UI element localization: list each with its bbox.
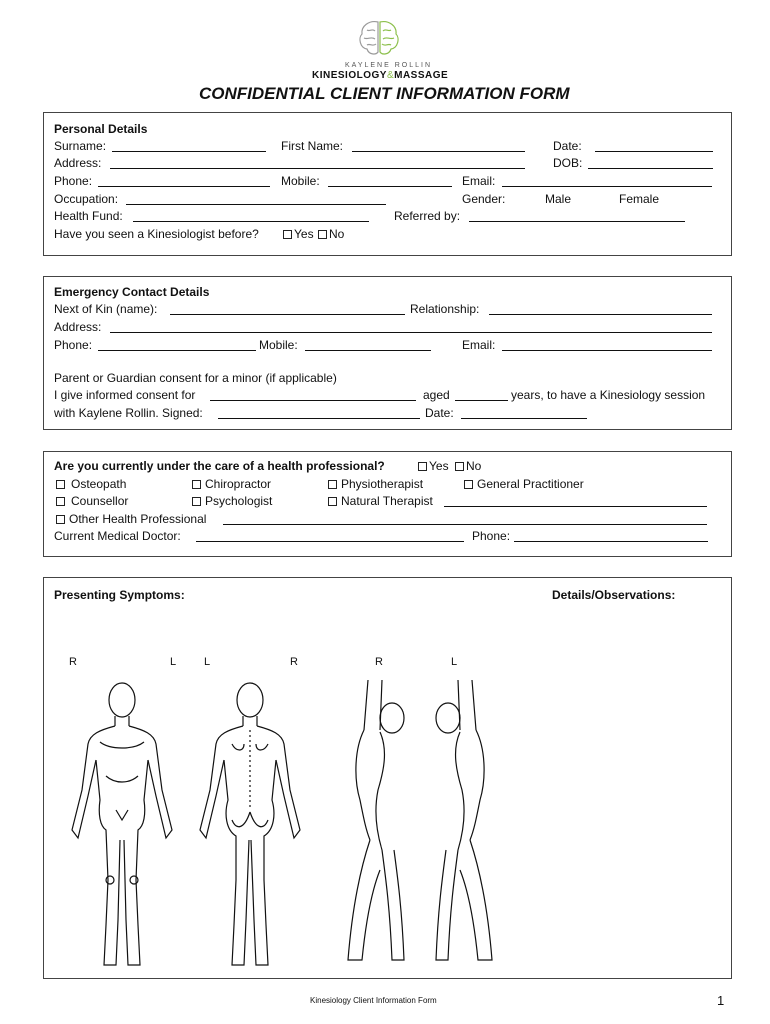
- date-label: Date:: [553, 139, 582, 153]
- first-name-label: First Name:: [281, 139, 344, 153]
- consent-heading: Parent or Guardian consent for a minor (if applicable): [54, 371, 337, 385]
- brand-name: [312, 70, 448, 81]
- footer-text: Kinesiology Client Information Form: [310, 996, 437, 1005]
- gender-label: Gender:: [462, 192, 506, 206]
- gp-checkbox[interactable]: [464, 480, 473, 489]
- brand-amp: &: [386, 70, 395, 81]
- health-fund-field[interactable]: [133, 210, 369, 222]
- details-observations-heading: Details/Observations:: [552, 588, 676, 602]
- first-name-field[interactable]: [352, 140, 525, 152]
- email-field[interactable]: [502, 175, 712, 187]
- hp-yes-checkbox[interactable]: [418, 462, 427, 471]
- side-label-side-right: R: [375, 656, 383, 668]
- doctor-phone-field[interactable]: [514, 530, 708, 542]
- surname-label: Surname:: [54, 139, 107, 153]
- brand-right: MASSAGE: [394, 70, 449, 81]
- email-label: Email:: [462, 174, 496, 188]
- seen-no-label: No: [329, 227, 345, 241]
- emergency-address-label: Address:: [54, 320, 102, 334]
- seen-yes-checkbox[interactable]: [283, 230, 292, 239]
- hp-no-checkbox[interactable]: [455, 462, 464, 471]
- aged-field[interactable]: [455, 389, 508, 401]
- body-right-side-figure[interactable]: [330, 670, 420, 970]
- side-label-front-right: R: [69, 656, 77, 668]
- address-label: Address:: [54, 156, 102, 170]
- consent-date-field[interactable]: [461, 407, 587, 419]
- natural-therapist-field[interactable]: [444, 495, 707, 507]
- side-label-front-left: L: [170, 656, 177, 668]
- health-fund-label: Health Fund:: [54, 209, 123, 223]
- seen-no-checkbox[interactable]: [318, 230, 327, 239]
- date-field[interactable]: [595, 140, 713, 152]
- psychologist-checkbox[interactable]: [192, 497, 201, 506]
- presenting-symptoms-heading: Presenting Symptoms:: [54, 588, 185, 602]
- natural-therapist-checkbox[interactable]: [328, 497, 337, 506]
- consent-minor-name-field[interactable]: [210, 389, 416, 401]
- mobile-field[interactable]: [328, 175, 452, 187]
- dob-label: DOB:: [553, 156, 583, 170]
- gender-female[interactable]: Female: [619, 192, 660, 206]
- osteopath-label: Osteopath: [71, 477, 127, 491]
- aged-label: aged: [423, 388, 450, 402]
- emergency-contact-heading: Emergency Contact Details: [54, 285, 210, 299]
- seen-kinesiologist-question: Have you seen a Kinesiologist before?: [54, 227, 259, 241]
- occupation-label: Occupation:: [54, 192, 119, 206]
- body-back-figure[interactable]: [188, 680, 313, 970]
- emergency-mobile-label: Mobile:: [259, 338, 298, 352]
- relationship-label: Relationship:: [410, 302, 480, 316]
- side-label-back-right: R: [290, 656, 298, 668]
- brand-left: KINESIOLOGY: [312, 70, 387, 81]
- phone-label: Phone:: [54, 174, 93, 188]
- chiropractor-checkbox[interactable]: [192, 480, 201, 489]
- doctor-phone-label: Phone:: [472, 529, 511, 543]
- consent-prefix: I give informed consent for: [54, 388, 196, 402]
- other-hp-checkbox[interactable]: [56, 515, 65, 524]
- emergency-email-label: Email:: [462, 338, 496, 352]
- mobile-label: Mobile:: [281, 174, 320, 188]
- emergency-phone-label: Phone:: [54, 338, 93, 352]
- current-doctor-field[interactable]: [196, 530, 464, 542]
- years-suffix: years, to have a Kinesiology session: [511, 388, 706, 402]
- referred-by-label: Referred by:: [394, 209, 461, 223]
- next-of-kin-label: Next of Kin (name):: [54, 302, 158, 316]
- consent-date-label: Date:: [425, 406, 454, 420]
- next-of-kin-field[interactable]: [170, 303, 405, 315]
- brain-logo-icon: [355, 18, 403, 58]
- relationship-field[interactable]: [489, 303, 712, 315]
- counsellor-label: Counsellor: [71, 494, 129, 508]
- address-field[interactable]: [110, 157, 525, 169]
- phone-field[interactable]: [98, 175, 270, 187]
- body-left-side-figure[interactable]: [420, 670, 510, 970]
- dob-field[interactable]: [588, 157, 713, 169]
- health-professional-question: Are you currently under the care of a health professional?: [54, 459, 385, 473]
- body-front-figure[interactable]: [60, 680, 185, 970]
- other-hp-field[interactable]: [223, 513, 707, 525]
- emergency-mobile-field[interactable]: [305, 339, 431, 351]
- emergency-email-field[interactable]: [502, 339, 712, 351]
- page-number: 1: [717, 993, 725, 1008]
- hp-no-label: No: [466, 459, 482, 473]
- current-doctor-label: Current Medical Doctor:: [54, 529, 181, 543]
- occupation-field[interactable]: [126, 193, 386, 205]
- counsellor-checkbox[interactable]: [56, 497, 65, 506]
- side-label-back-left: L: [204, 656, 211, 668]
- referred-by-field[interactable]: [469, 210, 685, 222]
- other-hp-label: Other Health Professional: [69, 512, 207, 526]
- form-title: CONFIDENTIAL CLIENT INFORMATION FORM: [199, 84, 570, 103]
- chiropractor-label: Chiropractor: [205, 477, 272, 491]
- emergency-phone-field[interactable]: [98, 339, 256, 351]
- gender-male[interactable]: Male: [545, 192, 572, 206]
- surname-field[interactable]: [112, 140, 266, 152]
- emergency-address-field[interactable]: [110, 321, 712, 333]
- side-label-side-left: L: [451, 656, 458, 668]
- hp-yes-label: Yes: [429, 459, 449, 473]
- logo-subtitle: KAYLENE ROLLIN: [345, 62, 433, 69]
- gp-label: General Practitioner: [477, 477, 584, 491]
- seen-yes-label: Yes: [294, 227, 314, 241]
- physiotherapist-label: Physiotherapist: [341, 477, 424, 491]
- physiotherapist-checkbox[interactable]: [328, 480, 337, 489]
- natural-therapist-label: Natural Therapist: [341, 494, 433, 508]
- osteopath-checkbox[interactable]: [56, 480, 65, 489]
- signed-label: with Kaylene Rollin. Signed:: [54, 406, 203, 420]
- signed-field[interactable]: [218, 407, 420, 419]
- psychologist-label: Psychologist: [205, 494, 273, 508]
- personal-details-heading: Personal Details: [54, 122, 148, 136]
